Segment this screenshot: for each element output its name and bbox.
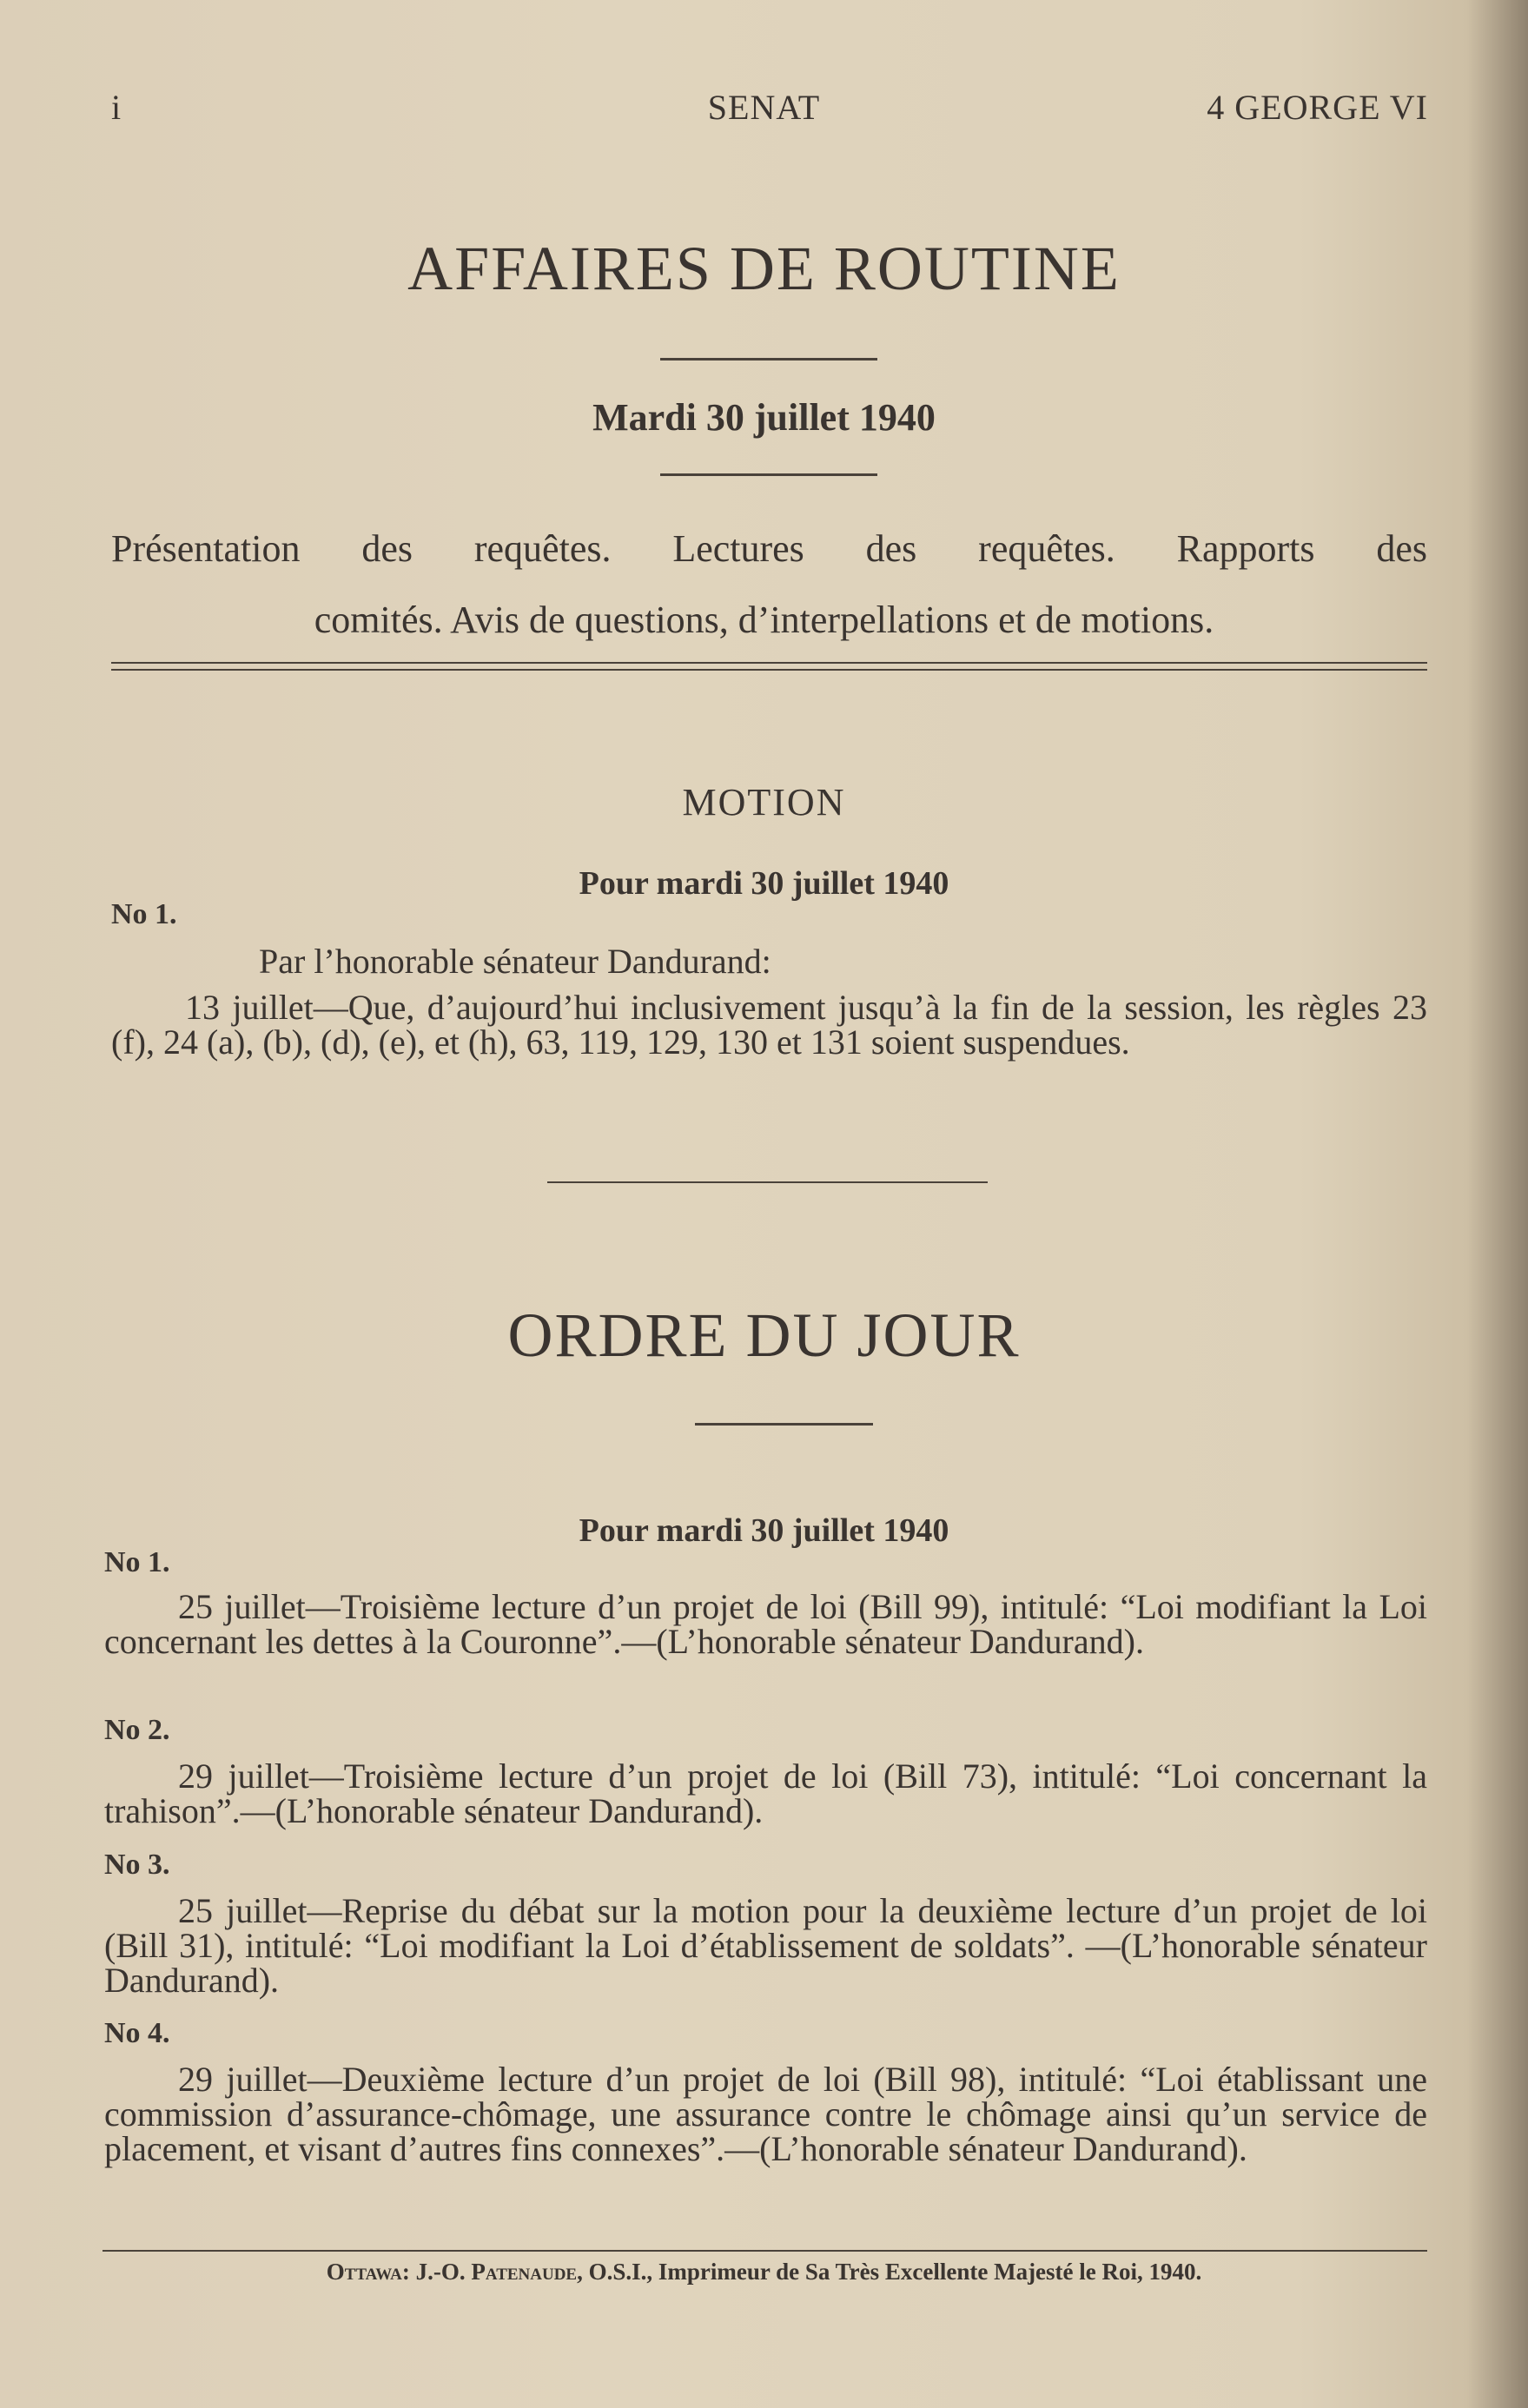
agenda-item: 25 juillet—Troisième lecture d’un projet de loi (Bill 99), intitulé: “Loi modifiant la Loi concernant les dettes à la Couronne”.—(L’honorable sénateur Dandurand). — [104, 1587, 1427, 1661]
routine-line-1: Présentation des requêtes. Lectures des requêtes. Rapports des — [111, 527, 1427, 570]
routine-date: Mardi 30 juillet 1940 — [592, 396, 936, 439]
imprint-footer: Ottawa: J.-O. Patenaude, O.S.I., Imprimeur de Sa Très Excellente Majesté le Roi, 1940. — [326, 2259, 1202, 2285]
divider — [660, 358, 877, 361]
ordre-date: Pour mardi 30 juillet 1940 — [579, 1512, 949, 1549]
motion-mover: Par l’honorable sénateur Dandurand: — [259, 942, 771, 981]
motion-title: MOTION — [682, 781, 846, 824]
running-header-right: 4 GEORGE VI — [1207, 88, 1428, 127]
footer-rule — [103, 2250, 1427, 2252]
divider — [660, 473, 877, 476]
item-number: No 3. — [104, 1849, 170, 1881]
running-header-center: SENAT — [707, 88, 821, 127]
double-rule — [111, 662, 1427, 671]
motion-date: Pour mardi 30 juillet 1940 — [579, 865, 949, 902]
agenda-item: 25 juillet—Reprise du débat sur la motion pour la deuxième lecture d’un projet de loi (Bill 31), intitulé: “Loi modifiant la Loi d’établissement de soldats”. —(L’honorable sénateur Dandurand). — [104, 1891, 1427, 2000]
routine-line-2: comités. Avis de questions, d’interpellations et de motions. — [314, 599, 1214, 641]
ordre-title: ORDRE DU JOUR — [507, 1300, 1021, 1370]
routine-title: AFFAIRES DE ROUTINE — [407, 234, 1121, 303]
item-number: No 1. — [104, 1546, 170, 1578]
motion-number: No 1. — [111, 898, 177, 930]
page-number: i — [111, 88, 122, 127]
item-number: No 2. — [104, 1714, 170, 1746]
divider — [547, 1181, 988, 1183]
divider — [695, 1423, 873, 1426]
motion-text: 13 juillet—Que, d’aujourd’hui inclusivement jusqu’à la fin de la session, les règles 23 (f), 24 (a), (b), (d), (e), et (h), 63, 119, 129, 130 et 131 soient suspendues. — [111, 988, 1427, 1062]
agenda-item: 29 juillet—Troisième lecture d’un projet de loi (Bill 73), intitulé: “Loi concernant la trahison”.—(L’honorable sénateur Dandurand). — [104, 1756, 1427, 1830]
agenda-item: 29 juillet—Deuxième lecture d’un projet de loi (Bill 98), intitulé: “Loi établissant une commission d’assurance-chômage, une assurance contre le chômage ainsi qu’un service de placement, et visant d’autres fins connexes”.—(L’honorable sénateur Dandurand). — [104, 2060, 1427, 2168]
item-number: No 4. — [104, 2017, 170, 2049]
